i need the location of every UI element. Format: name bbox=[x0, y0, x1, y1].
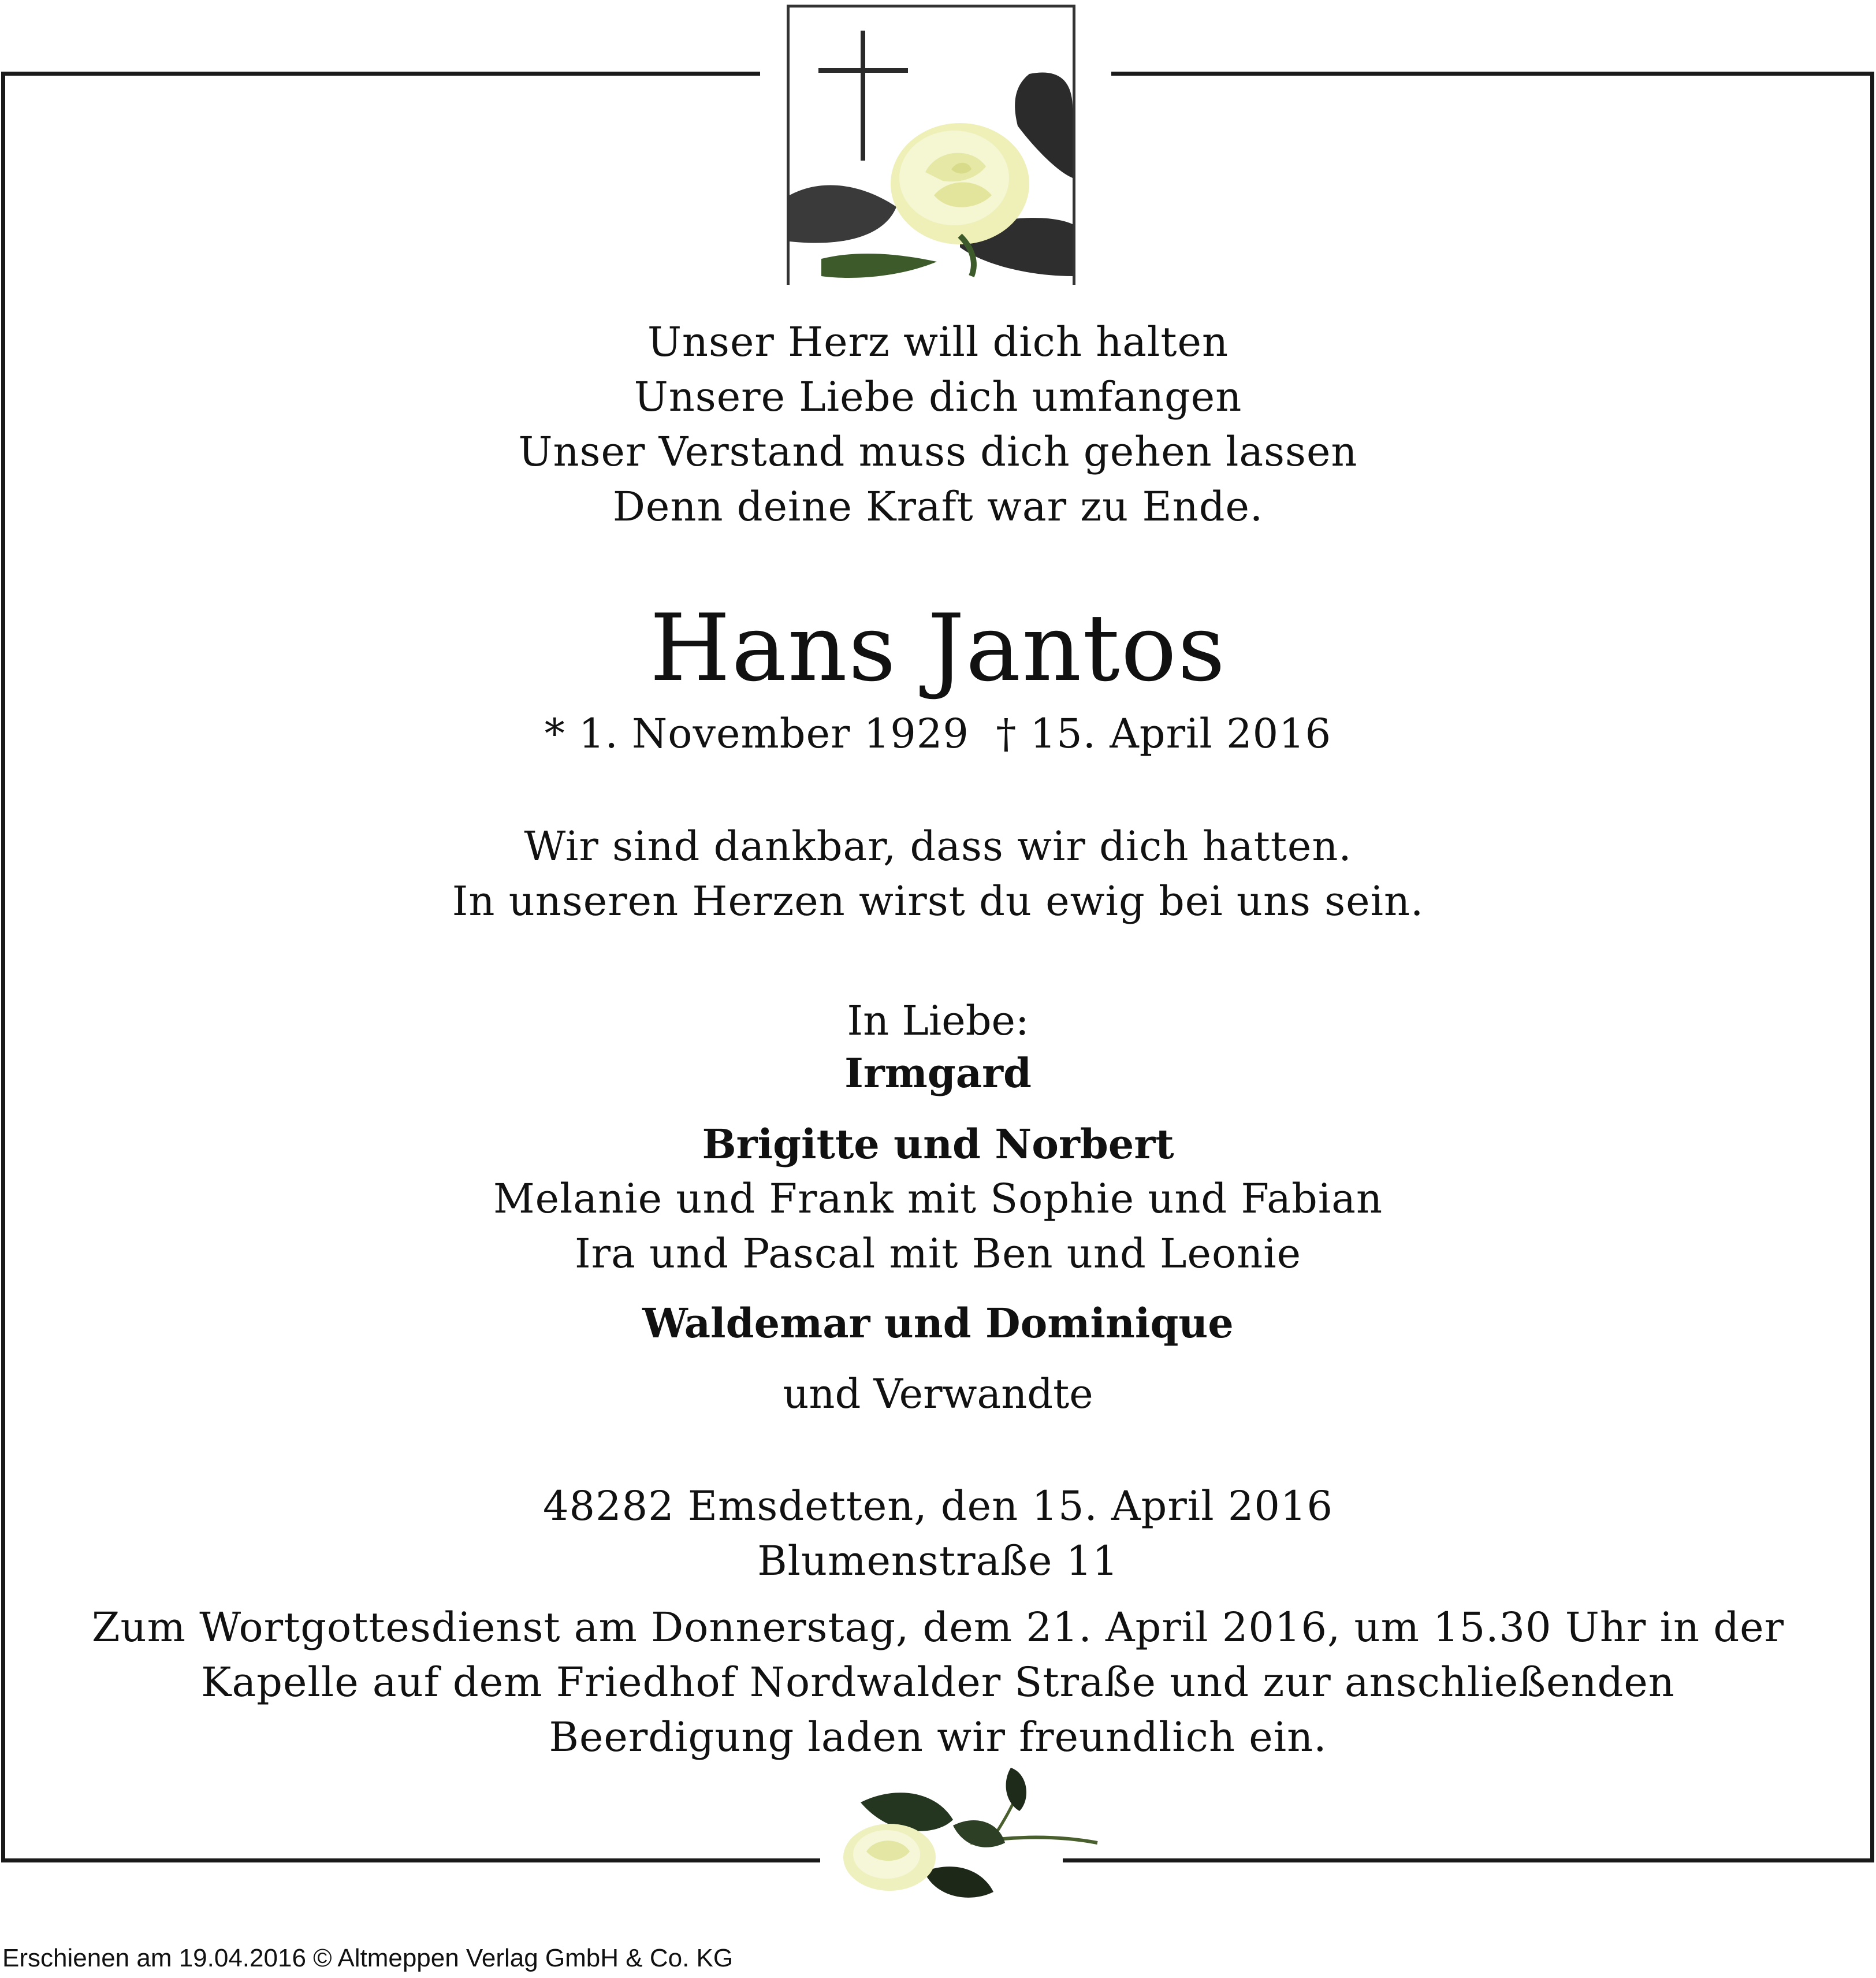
thanks-line: Wir sind dankbar, dass wir dich hatten. bbox=[524, 823, 1352, 870]
cross-icon bbox=[861, 31, 865, 161]
thanks-text bbox=[0, 819, 1876, 929]
deceased-name: Hans Jantos bbox=[649, 594, 1227, 702]
poem-line: Unsere Liebe dich umfangen bbox=[634, 373, 1242, 421]
mourner-grandchildren-2: Ira und Pascal mit Ben und Leonie bbox=[574, 1230, 1302, 1277]
thanks-line: In unseren Herzen wirst du ewig bei uns sein. bbox=[452, 878, 1424, 925]
bottom-rose-image bbox=[820, 1756, 1109, 1906]
rose-icon bbox=[820, 1756, 1109, 1906]
mourners-intro: In Liebe: bbox=[847, 997, 1029, 1044]
funeral-invitation bbox=[0, 1600, 1876, 1765]
cross-rose-image bbox=[787, 5, 1075, 285]
publication-footer: Erschienen am 19.04.2016 © Altmeppen Verlag GmbH & Co. KG bbox=[2, 1944, 734, 1972]
place-date bbox=[0, 1479, 1876, 1589]
frame-top-right bbox=[1111, 72, 1874, 76]
frame-top-left bbox=[1, 72, 760, 76]
mourner-family-1: Brigitte und Norbert bbox=[702, 1120, 1174, 1168]
invitation-line: Zum Wortgottesdienst am Donnerstag, dem 21. April 2016, um 15.30 Uhr in der bbox=[91, 1604, 1785, 1651]
poem-line: Denn deine Kraft war zu Ende. bbox=[612, 483, 1264, 530]
life-dates: * 1. November 1929 † 15. April 2016 bbox=[544, 710, 1332, 757]
frame-bottom-right bbox=[1063, 1858, 1874, 1862]
poem-line: Unser Herz will dich halten bbox=[647, 318, 1229, 366]
rose-icon bbox=[891, 123, 1029, 244]
frame-bottom-left bbox=[1, 1858, 820, 1862]
mourner-relatives: und Verwandte bbox=[783, 1370, 1093, 1418]
invitation-line: Kapelle auf dem Friedhof Nordwalder Straße und zur anschließenden bbox=[201, 1659, 1675, 1706]
poem-line: Unser Verstand muss dich gehen lassen bbox=[518, 428, 1358, 475]
address-line: Blumenstraße 11 bbox=[757, 1537, 1119, 1585]
cross-rose-emblem bbox=[787, 5, 1081, 288]
mourner-spouse: Irmgard bbox=[844, 1049, 1032, 1097]
poem bbox=[0, 315, 1876, 534]
mourner-family-2: Waldemar und Dominique bbox=[642, 1299, 1234, 1347]
invitation-line: Beerdigung laden wir freundlich ein. bbox=[549, 1713, 1327, 1761]
place-line: 48282 Emsdetten, den 15. April 2016 bbox=[543, 1482, 1333, 1530]
mourner-grandchildren-1: Melanie und Frank mit Sophie und Fabian bbox=[493, 1175, 1383, 1222]
